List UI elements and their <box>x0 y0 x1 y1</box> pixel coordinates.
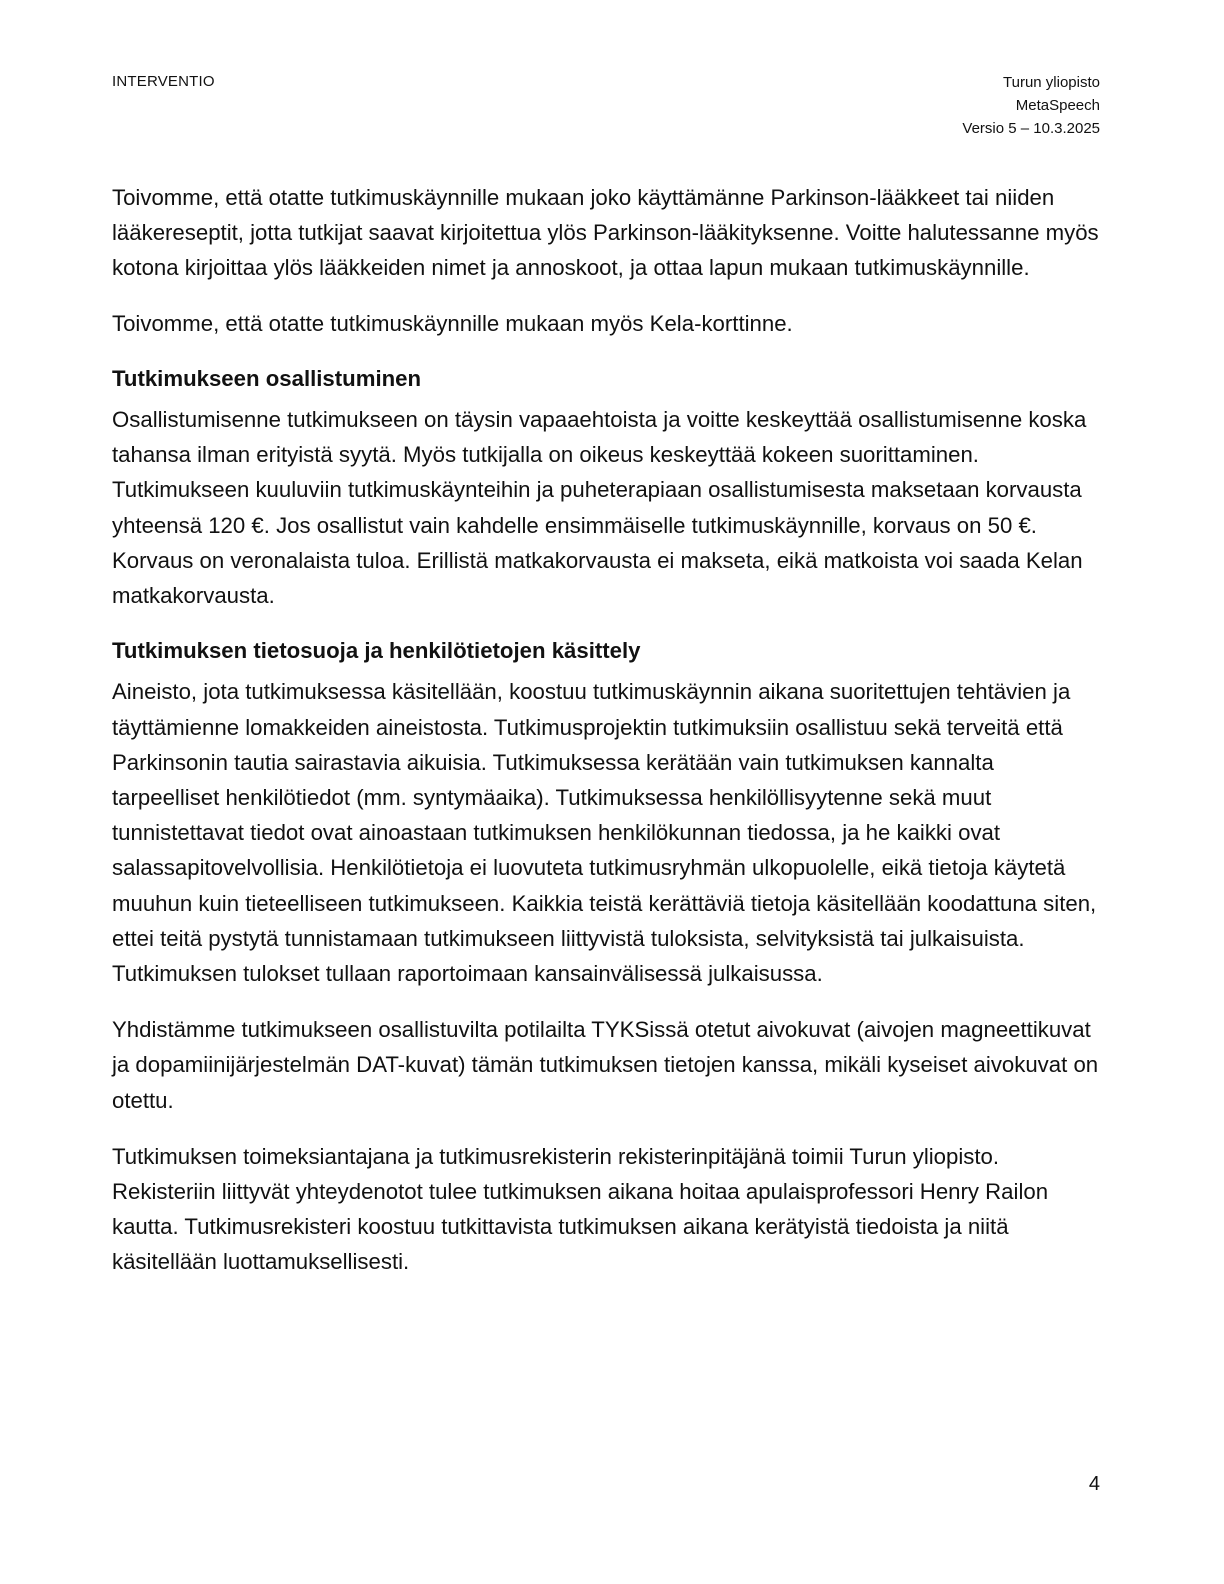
paragraph-brain-images: Yhdistämme tutkimukseen osallistuvilta potilailta TYKSissä otetut aivokuvat (aivojen magneettikuvat ja dopamiinijärjestelmän DAT-kuvat) tämän tutkimuksen tietojen kanssa, mikäli kyseiset aivokuvat on otettu. <box>112 1017 1099 1113</box>
paragraph-privacy-data: Aineisto, jota tutkimuksessa käsitellään, koostuu tutkimuskäynnin aikana suoritettujen tehtävien ja täyttämienne lomakkeiden aineistosta. Tutkimusprojektin tutkimuksiin osallistuu sekä terveitä että Parkinsonin tautia sairastavia aikuisia. Tutkimuksessa kerätään vain tutkimuksen kannalta tarpeelliset henkilötiedot (mm. syntymäaika). Tutkimuksessa henkilöllisyytenne sekä muut tunnistettavat tiedot ovat ainoastaan tutkimuksen henkilökunnan tiedossa, ja he kaikki ovat salassapitovelvollisia. Henkilötietoja ei luovuteta tutkimusryhmän ulkopuolelle, eikä tietoja käytetä muuhun kuin tieteelliseen tutkimukseen. Kaikkia teistä kerättäviä tietoja käsitellään koodattuna siten, ettei teitä pystytä tunnistamaan tutkimukseen liittyvistä tuloksista, selvityksistä tai julkaisuista. Tutkimuksen tulokset tullaan raportoimaan kansainvälisessä julkaisussa. <box>112 679 1097 987</box>
document-body <box>112 180 1102 1280</box>
paragraph-participation: Osallistumisenne tutkimukseen on täysin vapaaehtoista ja voitte keskeyttää osallistumisenne koska tahansa ilman erityistä syytä. Myös tutkijalla on oikeus keskeyttää kokeen suorittaminen. Tutkimukseen kuuluviin tutkimuskäynteihin ja puheterapiaan osallistumisesta maksetaan korvausta yhteensä 120 €. Jos osallistut vain kahdelle ensimmäiselle tutkimuskäynnille, korvaus on 50 €. Korvaus on veronalaista tuloa. Erillistä matkakorvausta ei makseta, eikä matkoista voi saada Kelan matkakorvausta. <box>112 407 1087 609</box>
heading-privacy: Tutkimuksen tietosuoja ja henkilötietojen käsittely <box>112 638 641 664</box>
header-document-type: INTERVENTIO <box>112 73 215 90</box>
paragraph-medication: Toivomme, että otatte tutkimuskäynnille mukaan joko käyttämänne Parkinson-lääkkeet tai niiden lääkereseptit, jotta tutkijat saavat kirjoitettua ylös Parkinson-lääkityksenne. Voitte halutessanne myös kotona kirjoittaa ylös lääkkeiden nimet ja annoskoot, ja ottaa lapun mukaan tutkimuskäynnille. <box>112 185 1099 281</box>
header-info <box>962 71 1100 140</box>
heading-participation: Tutkimukseen osallistuminen <box>112 365 422 391</box>
page-number: 4 <box>1088 1473 1100 1495</box>
header-version: Versio 5 – 10.3.2025 <box>962 120 1100 137</box>
header-project: MetaSpeech <box>1015 97 1100 114</box>
header-organization: Turun yliopisto <box>1003 74 1100 91</box>
paragraph-registry: Tutkimuksen toimeksiantajana ja tutkimusrekisterin rekisterinpitäjänä toimii Turun yliopisto. Rekisteriin liittyvät yhteydenotot tulee tutkimuksen aikana hoitaa apulaisprofessori Henry Railon kautta. Tutkimusrekisteri koostuu tutkittavista tutkimuksen aikana kerätyistä tiedoista ja niitä käsitellään luottamuksellisesti. <box>112 1143 1049 1275</box>
paragraph-kela-card: Toivomme, että otatte tutkimuskäynnille mukaan myös Kela-korttinne. <box>112 310 793 336</box>
